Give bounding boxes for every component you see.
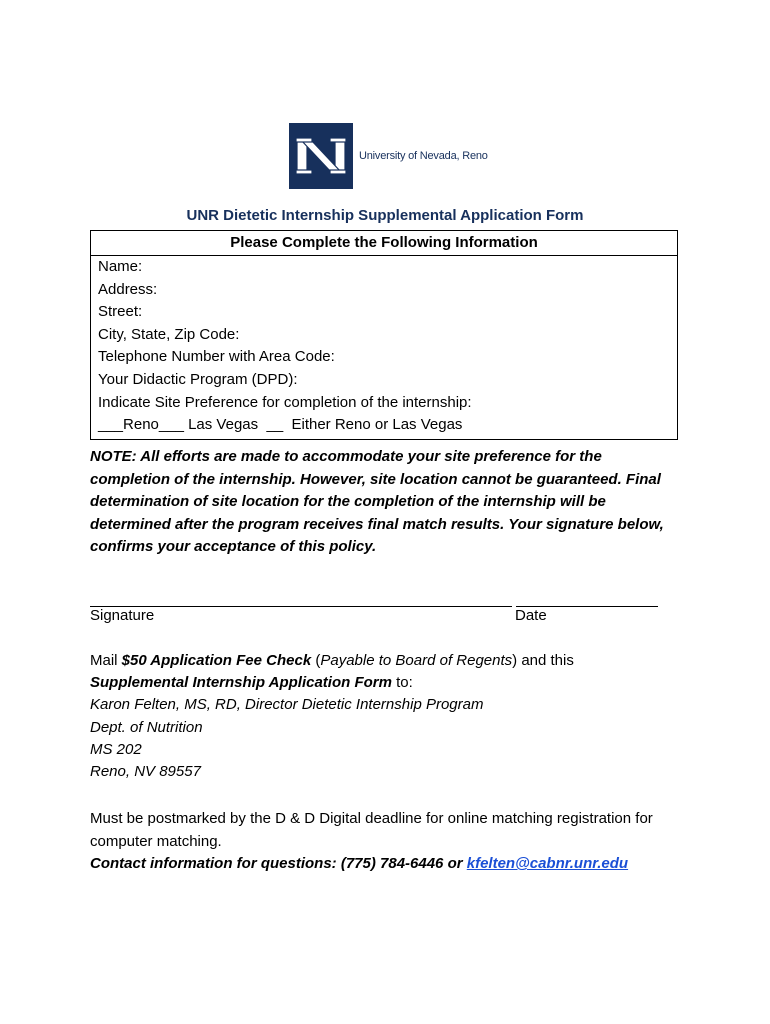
signature-label: Signature [90,607,155,624]
address-line: MS 202 [90,740,142,758]
postmark-text: Must be postmarked by the D & D Digital deadline for online matching registration for computer matching. [90,810,653,850]
university-logo [289,123,488,189]
table-header: Please Complete the Following Information [91,231,677,256]
address-line: Reno, NV 89557 [90,763,201,781]
email-link[interactable]: kfelten@cabnr.unr.edu [466,855,629,872]
form-title: UNR Dietetic Internship Supplemental Application Form [186,207,584,224]
payable-text: Payable to Board of Regents [320,652,513,669]
and-this-text: and this [517,652,574,669]
postmark-instructions [90,808,710,876]
table-row-site-preference: Indicate Site Preference for completion of the internship: [98,393,472,411]
table-row-site-options: ___Reno___ Las Vegas __ Either Reno or Las Vegas [98,416,463,434]
table-row-address: Address: [98,280,158,298]
mailing-instructions [90,650,710,783]
table-row-street: Street: [98,303,143,321]
logo-text: University of Nevada, Reno [359,150,488,162]
form-name-text: Supplemental Internship Application Form [90,674,392,692]
information-table [90,230,678,440]
contact-label: Contact information for questions: (775) 784-6446 or [90,855,467,872]
fee-text: $50 Application Fee Check [121,652,312,669]
to-text: to: [391,674,413,692]
mail-line-2 [90,672,710,694]
date-label: Date [515,607,547,624]
mail-line-1: Mail $50 Application Fee Check (Payable to Board of Regents) and this [90,652,574,669]
policy-note: NOTE: All efforts are made to accommodate your site preference for the completion of the internship. However, site location cannot be guaranteed. Final determination of site location for the completion of the internship will be determined after the program receives final match results. Your signature below, confirms your acceptance of this policy. [90,448,664,555]
table-row-name: Name: [98,258,143,275]
n-logo-icon [289,123,353,189]
address-line: Dept. of Nutrition [90,718,203,736]
table-row-didactic-program: Your Didactic Program (DPD): [98,370,298,388]
table-row-telephone: Telephone Number with Area Code: [98,348,335,366]
contact-line [90,853,710,876]
mail-prefix: Mail [90,652,122,669]
table-row-city-state-zip: City, State, Zip Code: [98,325,240,343]
address-line: Karon Felten, MS, RD, Director Dietetic Internship Program [90,696,484,714]
